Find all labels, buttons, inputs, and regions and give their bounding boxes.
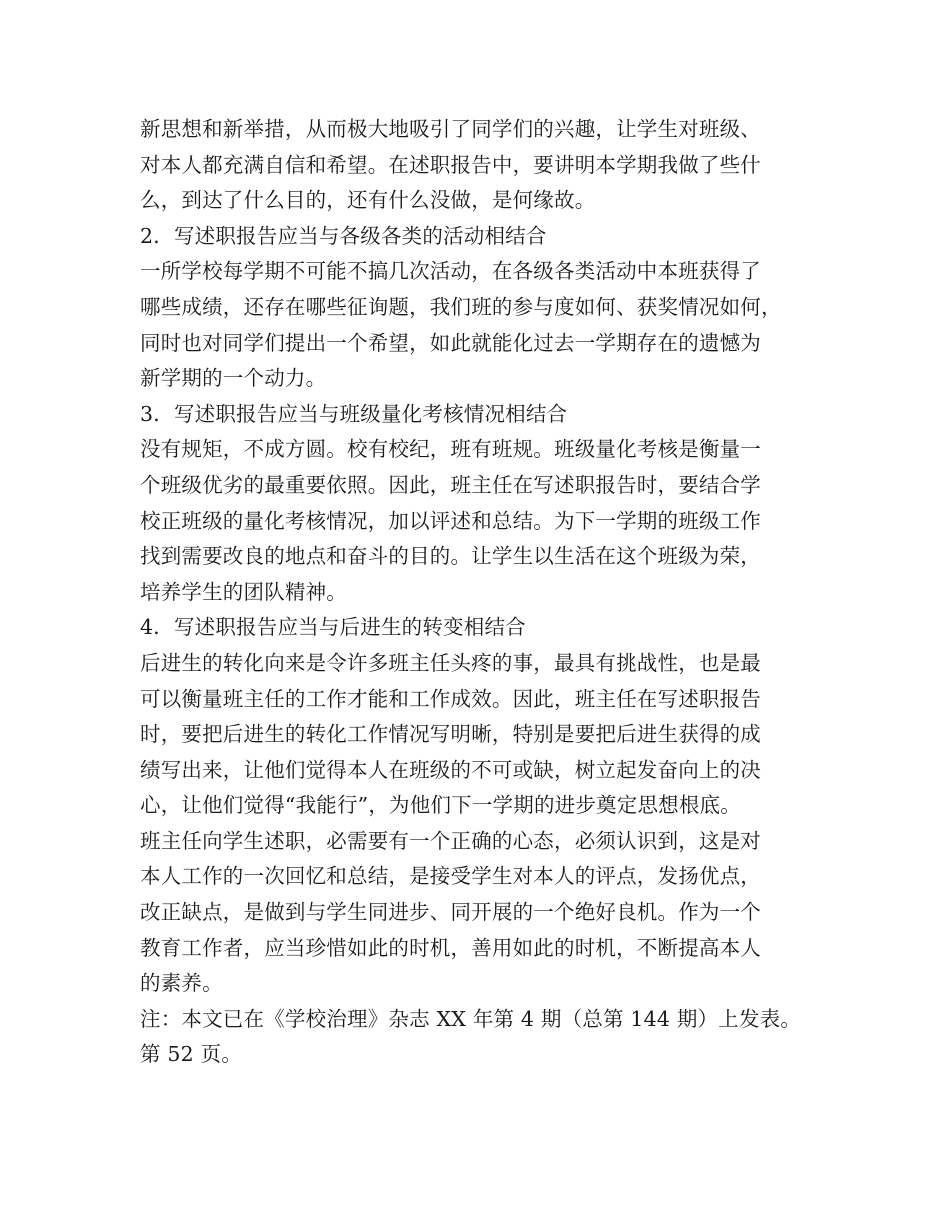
section-heading-2: 2．写述职报告应当与各级各类的活动相结合: [140, 223, 547, 248]
text-line: 一所学校每学期不可能不搞几次活动，在各级各类活动中本班获得了: [140, 259, 761, 284]
text-line: 班主任向学生述职，必需要有一个正确的心态，必须认识到，这是对: [140, 828, 761, 853]
text-line: 教育工作者，应当珍惜如此的时机，善用如此的时机，不断提高本人: [140, 935, 761, 960]
text-line: 么，到达了什么目的，还有什么没做，是何缘故。: [140, 188, 596, 213]
text-line: 哪些成绩，还存在哪些征询题，我们班的参与度如何、获奖情况如何，: [140, 294, 782, 319]
page-reference: 第 52 页。: [140, 1042, 243, 1067]
footnote-line: 注：本文已在《学校治理》杂志 XX 年第 4 期（总第 144 期）上发表。: [140, 1006, 802, 1031]
text-line: 新学期的一个动力。: [140, 366, 327, 391]
text-line: 个班级优劣的最重要依照。因此，班主任在写述职报告时，要结合学: [140, 472, 761, 497]
text-line: 心，让他们觉得“我能行”，为他们下一学期的进步奠定思想根底。: [140, 793, 741, 818]
text-line: 后进生的转化向来是令许多班主任头疼的事，最具有挑战性，也是最: [140, 650, 761, 675]
text-line: 校正班级的量化考核情况，加以评述和总结。为下一学期的班级工作: [140, 508, 761, 533]
text-line: 的素养。: [140, 971, 223, 996]
text-line: 对本人都充满自信和希望。在述职报告中，要讲明本学期我做了些什: [140, 152, 761, 177]
text-line: 培养学生的团队精神。: [140, 579, 347, 604]
text-line: 绩写出来，让他们觉得本人在班级的不可或缺，树立起发奋向上的决: [140, 757, 761, 782]
text-line: 新思想和新举措，从而极大地吸引了同学们的兴趣，让学生对班级、: [140, 117, 761, 141]
text-line: 时，要把后进生的转化工作情况写明晰，特别是要把后进生获得的成: [140, 722, 761, 747]
document-body: [140, 112, 830, 1073]
text-line: 可以衡量班主任的工作才能和工作成效。因此，班主任在写述职报告: [140, 686, 761, 711]
text-line: 没有规矩，不成方圆。校有校纪，班有班规。班级量化考核是衡量一: [140, 437, 761, 462]
text-line: 本人工作的一次回忆和总结，是接受学生对本人的评点，发扬优点，: [140, 864, 761, 889]
section-heading-3: 3．写述职报告应当与班级量化考核情况相结合: [140, 401, 568, 426]
text-line: 找到需要改良的地点和奋斗的目的。让学生以生活在这个班级为荣，: [140, 544, 761, 569]
text-line: 改正缺点，是做到与学生同进步、同开展的一个绝好良机。作为一个: [140, 900, 761, 925]
text-line: 同时也对同学们提出一个希望，如此就能化过去一学期存在的遗憾为: [140, 330, 761, 355]
section-heading-4: 4．写述职报告应当与后进生的转变相结合: [140, 615, 526, 640]
